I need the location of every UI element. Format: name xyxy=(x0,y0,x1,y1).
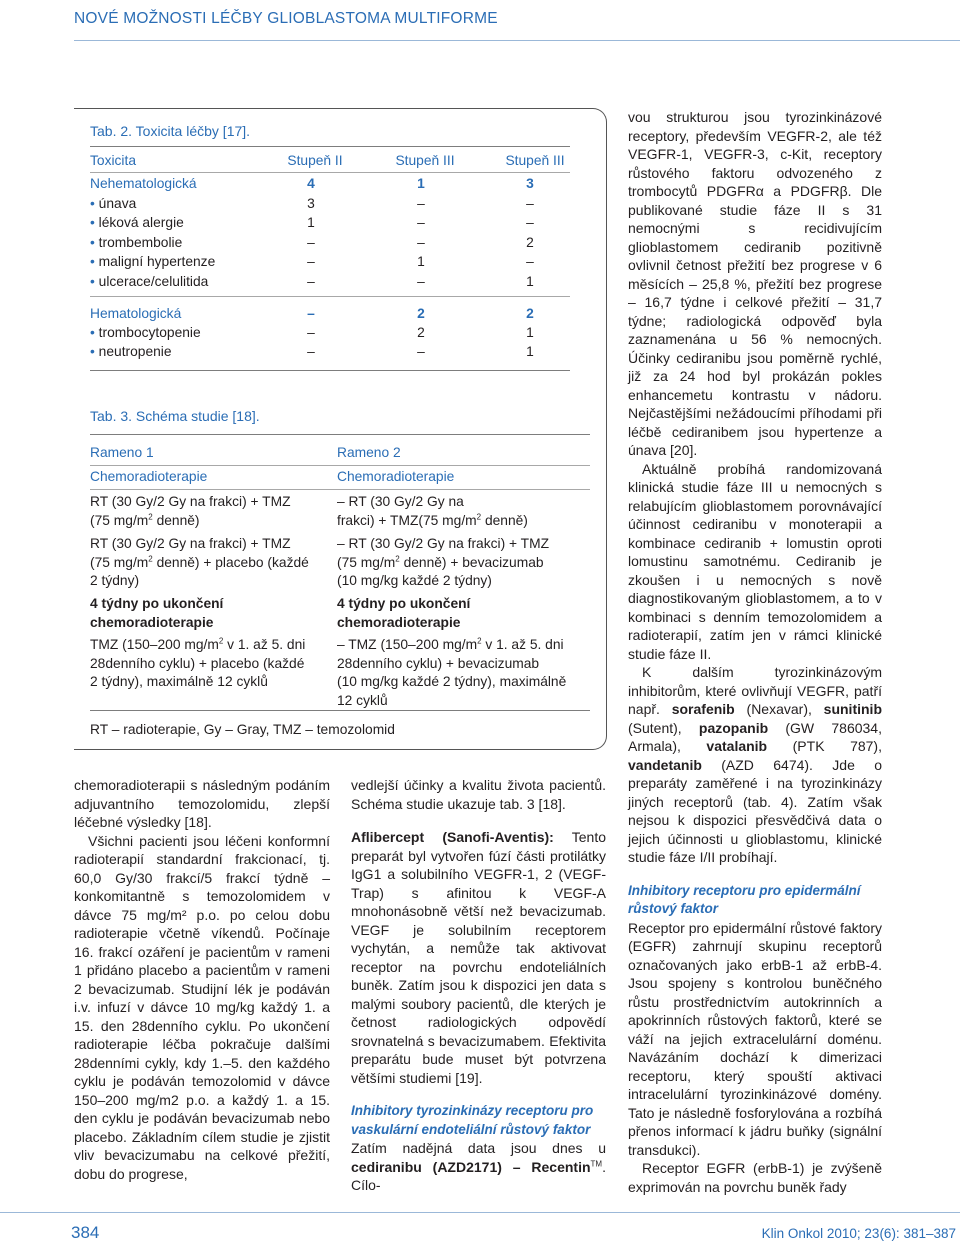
table3-section-rule xyxy=(90,489,590,490)
table3-footnote: RT – radioterapie, Gy – Gray, TMZ – temozolomid xyxy=(90,722,395,737)
superscript: 2 xyxy=(477,636,482,646)
arm2-step2 xyxy=(337,535,597,591)
cell: – xyxy=(417,215,425,230)
text-line: 2 týdny), maximálně 12 cyklů xyxy=(90,674,268,690)
cell: – xyxy=(417,196,425,211)
paragraph xyxy=(351,828,606,1087)
text-span: Zatím nadějná data jsou dnes u xyxy=(351,1140,606,1156)
cell: – xyxy=(417,235,425,250)
row-label: ulcerace/celulitida xyxy=(98,274,209,289)
arm1-title: Rameno 1 xyxy=(90,445,154,460)
text-span: (PTK 787), xyxy=(767,738,882,754)
text-span: – TMZ (150–200 mg/m xyxy=(337,637,478,652)
cell: – xyxy=(526,215,534,230)
arm1-step3 xyxy=(90,636,330,692)
paragraph: Receptor pro epidermální růstové faktory (EGFR) zahrnují skupinu receptorů označovaných jako erbB-1 až erbB-4. Jsou spojeny s kontrolou buněčného růstu prostřednictvím autokrinních a apokrinních růstových faktorů, které se váží na jejich extracelulární doménu. Navázáním dochází k dimerizaci receptoru, který spouští aktivaci intracelulární tyrozinkinázové domény. Tato je následně fosforylována a rozbíhá přenos informací k jádru buňky (signální transdukci). xyxy=(628,919,882,1158)
cell: 3 xyxy=(526,176,534,191)
cell: 2 xyxy=(417,325,425,340)
text-span: denně) xyxy=(481,512,528,528)
table2-group-row xyxy=(0,174,600,194)
text-span: (GW 786034, Armala), xyxy=(628,719,882,754)
text-span: . Cílo- xyxy=(351,1158,606,1193)
text-line: 12 cyklů xyxy=(337,692,388,708)
table3-top-rule xyxy=(90,434,590,435)
col-header: Stupeň III xyxy=(505,153,565,168)
arm1-after xyxy=(90,595,330,632)
cell: 2 xyxy=(526,235,534,250)
table2-row: • ulcerace/celulitida – – 1 xyxy=(0,272,600,292)
paragraph: vou strukturou jsou tyrozinkinázové receptory, především VEGFR-2, ale též VEGFR-1, VEGFR-3, c-Kit, receptory růstového faktoru odvozeného z trombocytů PDGFRα a PDGFRβ. Dle publikované studie fáze II s 31 nemocnými s recidivujícím glioblastomem cediranib pozitivně ovlivnil četnost přežití bez progrese v 6 měsících – 25,8 %, přežití bez progrese – 16,7 týdne i celkové přežití – 31,7 týdne; radiologická odpověď byla zaznamenána u 56 % nemocných. Účinky cediranibu jsou poměrně rychlé, již za 24 hod byl prokázán pokles enhancemetu kontrastu v nádoru. Nejčastějšími nežádoucími příhodami při léčbě cediranibem jsou hypertenze a únava [20]. xyxy=(628,109,882,458)
cell: – xyxy=(307,306,315,321)
text-line: – RT (30 Gy/2 Gy na xyxy=(337,494,464,509)
trademark: TM xyxy=(590,1158,603,1168)
paragraph: Receptor EGFR (erbB-1) je zvýšeně exprimován na povrchu buněk řady xyxy=(628,1160,882,1195)
arm1-step1 xyxy=(90,493,330,530)
text-line: (10 mg/kg každé 2 týdny), maximálně xyxy=(337,674,567,690)
text-span: v 1. až 5. dni xyxy=(223,637,306,652)
text-line: (10 mg/kg každé 2 týdny) xyxy=(337,573,492,589)
cell: – xyxy=(417,274,425,289)
cell: – xyxy=(307,325,315,340)
cell: 2 xyxy=(417,306,425,321)
row-label: trombocytopenie xyxy=(98,325,201,340)
text-span: (75 mg/m xyxy=(90,512,149,528)
col-header: Stupeň II xyxy=(287,153,343,168)
group-label: Nehematologická xyxy=(90,176,197,191)
text-span: (Nexavar), xyxy=(734,701,824,717)
bold-term: cediranibu (AZD2171) – Recentin xyxy=(351,1158,591,1175)
text-span: (AZD 6474). Jde o preparáty zaměřené i na tyrozinkinázy jiných receptorů (tab. 4). Zatím však nejsou k dispozici přesvědčivá data o jejich účinnosti u glioblastomu, klinické studie fáze I/II probíhají. xyxy=(628,756,882,865)
table2-row: • trombembolie – – 2 xyxy=(0,233,600,253)
table2-caption: Tab. 2. Toxicita léčby [17]. xyxy=(90,123,251,139)
text-span: (75 mg/m xyxy=(337,554,396,570)
row-label: léková alergie xyxy=(98,215,184,230)
bold-term: Aflibercept (Sanofi-Aventis): xyxy=(351,829,554,845)
body-column-3 xyxy=(628,108,882,1196)
cell: – xyxy=(307,274,315,289)
bold-term: vatalanib xyxy=(706,738,768,754)
row-label: maligní hypertenze xyxy=(98,254,216,269)
table2-group-rule xyxy=(90,296,570,297)
table2-header-rule xyxy=(90,172,570,173)
text-span: Tento preparát byl vytvořen fúzí části protilátky IgG1 a solubilního VEGFR-1, 2 (VEGF-Trap) s afinitou k VEGF-A mnohonásobně větší než bevacizumab. VEGF je solubilním receptorem vychytán, a nemůže tak aktivovat receptor na povrchu endoteliálních buněk. Zatím jsou k dispozici jen data s malými soubory pacientů, dle kterých je četnost radiologických odpovědí srovnatelná s bevacizumabem. Efektivita preparátu bude muset být potvrzena většími studiemi [19]. xyxy=(351,829,607,1086)
arm2-step3 xyxy=(337,636,597,710)
superscript: 2 xyxy=(476,512,482,521)
table2-row: • maligní hypertenze – 1 – xyxy=(0,252,600,272)
paragraph: chemoradioterapii s následným podáním adjuvantního temozolomidu, zlepší léčebné výsledky [18]. xyxy=(74,777,330,830)
table2-group-row xyxy=(0,304,600,324)
text-span: K dalším tyrozinkinázovým inhibitorům, které ovlivňují VEGFR, patří např. xyxy=(628,664,882,717)
cell: – xyxy=(417,344,425,359)
cell: – xyxy=(307,254,315,269)
paragraph: Všichni pacienti jsou léčeni konformní radioterapií standardní frakcionací, tj. 60,0 Gy/30 frakcí/5 frakcí týdně – konkomitantně s temozolomidem v dávce 75 mg/m² p.o. po celou dobu radioterapie včetně víkendů. Počínaje 16. frakcí ozáření je pacientům v rameni 1 přidáno placebo a pacientům v rameni 2 bevacizumab. Studijní lék je podáván i.v. infuzí v dávce 10 mg/kg každý 1. a 15. den 28denního cyklu. Po ukončení radioterapie léčba pokračuje dalšími 28denními cykly, kdy 1.–5. den každého cyklu je podáván temozolomid v dávce 150–200 mg/m2 p.o. a každý 1. a 15. den cyklu je podáván bevacizumab nebo placebo. Základním cílem studie je zjistit vliv bevacizumabu na celkové přežití, dobu do progrese, xyxy=(74,832,330,1182)
table2-header-row xyxy=(0,151,600,171)
text-line: 2 týdny) xyxy=(90,573,140,589)
row-label: trombembolie xyxy=(98,235,183,250)
arm1-section: Chemoradioterapie xyxy=(90,469,208,484)
table2-row: • trombocytopenie – 2 1 xyxy=(0,323,600,343)
body-column-1 xyxy=(74,776,330,1183)
paragraph xyxy=(628,663,882,867)
cell: 1 xyxy=(307,215,315,230)
table2-bottom-rule xyxy=(90,370,570,371)
cell: 1 xyxy=(526,325,534,340)
arm2-step1 xyxy=(337,493,597,530)
body-column-2 xyxy=(351,776,606,1195)
text-line: RT (30 Gy/2 Gy na frakci) + TMZ xyxy=(90,494,291,509)
text-span: denně) + bevacizumab xyxy=(399,554,544,570)
cell: 1 xyxy=(417,254,425,269)
text-span: v 1. až 5. dni xyxy=(481,637,564,652)
page-number: 384 xyxy=(71,1223,100,1242)
text-span: denně) + placebo (každé xyxy=(152,554,309,570)
footer-rule xyxy=(0,1212,960,1213)
cell: 2 xyxy=(526,306,534,321)
cell: – xyxy=(526,196,534,211)
table2-row: • léková alergie 1 – – xyxy=(0,213,600,233)
row-label: únava xyxy=(98,196,137,211)
text-line: chemoradioterapie xyxy=(90,614,214,630)
paragraph: Aktuálně probíhá randomizovaná klinická studie fáze III u nemocných s relabujícím glioblastomem porovnávající účinnost cediranibu v monoterapii a kombinace cediranib + lomustin oproti lomustinu samotnému. Cediranib je zkoušen i u nemocných s nově diagnostikovaným glioblastomem, a to v kombinaci s denním temozolomidem a radioterapií, zatím jen v rámci klinické studie fáze II. xyxy=(628,460,882,662)
cell: – xyxy=(307,344,315,359)
running-header: NOVÉ MOŽNOSTI LÉČBY GLIOBLASTOMA MULTIFORME xyxy=(74,10,498,27)
cell: 1 xyxy=(526,344,534,359)
row-label: neutropenie xyxy=(98,344,172,359)
cell: – xyxy=(526,254,534,269)
subheading: Inhibitory tyrozinkinázy receptoru pro vaskulární endoteliální růstový faktor xyxy=(351,1103,594,1137)
table2-row: • únava 3 – – xyxy=(0,194,600,214)
superscript: 2 xyxy=(218,636,224,646)
superscript: 2 xyxy=(148,512,153,521)
text-span: (Sutent), xyxy=(628,719,699,736)
arm2-title: Rameno 2 xyxy=(337,445,401,460)
col-header: Toxicita xyxy=(90,153,137,168)
bold-term: pazopanib xyxy=(698,719,769,736)
subheading: Inhibitory receptoru pro epidermální růstový faktor xyxy=(628,882,861,916)
bold-term: vandetanib xyxy=(628,756,702,773)
text-line: RT (30 Gy/2 Gy na frakci) + TMZ xyxy=(90,536,291,551)
cell: – xyxy=(307,235,315,250)
table3-caption: Tab. 3. Schéma studie [18]. xyxy=(90,408,260,424)
arm1-step2 xyxy=(90,535,330,591)
table3-header-rule xyxy=(90,465,590,466)
arm2-section: Chemoradioterapie xyxy=(337,469,455,484)
superscript: 2 xyxy=(395,554,400,563)
cell: 4 xyxy=(307,176,315,191)
text-line: 4 týdny po ukončení xyxy=(337,596,471,611)
group-label: Hematologická xyxy=(90,306,182,321)
table2-top-rule xyxy=(90,146,570,147)
header-rule xyxy=(74,40,960,41)
table3-bottom-rule xyxy=(90,710,590,711)
cell: 1 xyxy=(526,274,534,289)
superscript: 2 xyxy=(148,554,153,563)
paragraph: vedlejší účinky a kvalitu života pacientů. Schéma studie ukazuje tab. 3 [18]. xyxy=(351,777,606,812)
text-line: – RT (30 Gy/2 Gy na frakci) + TMZ xyxy=(337,536,549,551)
bold-term: sunitinib xyxy=(823,701,882,717)
col-header: Stupeň III xyxy=(395,153,455,168)
cell: 3 xyxy=(307,196,315,211)
arm2-after xyxy=(337,595,597,632)
text-line: 4 týdny po ukončení xyxy=(90,596,224,611)
text-span: TMZ (150–200 mg/m xyxy=(90,637,219,652)
journal-citation: Klin Onkol 2010; 23(6): 381–387 xyxy=(761,1226,956,1241)
paragraph xyxy=(351,1139,606,1195)
text-line: chemoradioterapie xyxy=(337,614,461,630)
text-span: denně) xyxy=(152,512,200,528)
text-span: (75 mg/m xyxy=(90,554,149,570)
table2-row: • neutropenie – – 1 xyxy=(0,342,600,362)
text-line: 28denního cyklu) + placebo (každé xyxy=(90,655,305,671)
text-line: 28denního cyklu) + bevacizumab xyxy=(337,655,540,671)
text-span: frakci) + TMZ(75 mg/m xyxy=(337,512,477,528)
cell: 1 xyxy=(417,176,425,191)
bold-term: sorafenib xyxy=(671,701,735,717)
